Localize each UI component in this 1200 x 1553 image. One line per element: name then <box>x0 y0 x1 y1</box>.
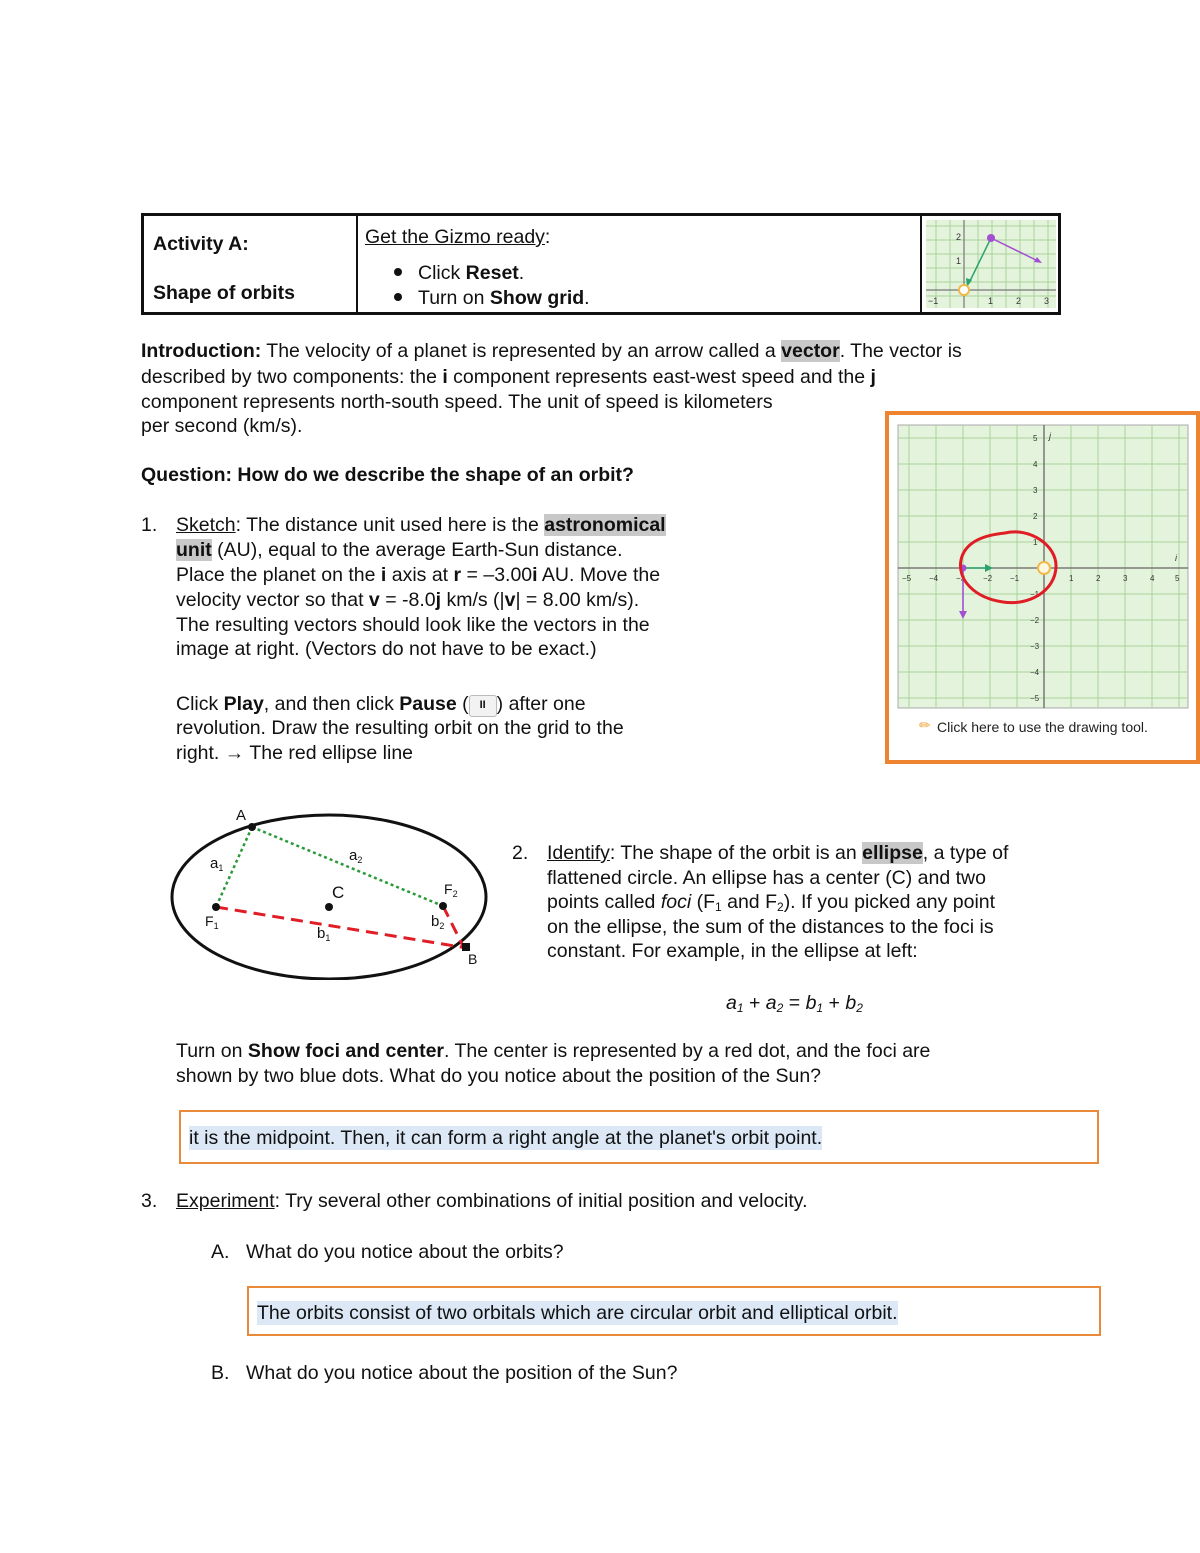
thumb-y-tick: 2 <box>956 232 962 242</box>
point-b <box>462 943 470 951</box>
grid-x-tick: 1 <box>1069 574 1074 583</box>
thumb-x-tick: 2 <box>1016 296 1022 306</box>
q3a-number: A. <box>211 1241 230 1263</box>
bullet-icon <box>394 293 402 301</box>
q1-line-1: Sketch: The distance unit used here is the astronomical <box>176 514 666 536</box>
q2-line-2: flattened circle. An ellipse has a center (C) and two <box>547 867 986 889</box>
gizmo-thumbnail <box>922 216 1060 312</box>
thumb-x-tick: 3 <box>1044 296 1050 306</box>
grid-y-tick: −1 <box>1030 590 1040 599</box>
intro-line-2: described by two components: the i component represents east-west speed and the j <box>141 366 876 388</box>
grid-y-tick: 5 <box>1033 434 1038 443</box>
grid-x-tick: 5 <box>1175 574 1180 583</box>
q2-line-1: Identify: The shape of the orbit is an ellipse, a type of <box>547 842 1009 864</box>
question-heading: Question: How do we describe the shape of an orbit? <box>141 464 634 486</box>
grid-x-tick: −4 <box>929 574 939 583</box>
activity-topic: Shape of orbits <box>153 282 295 304</box>
bullet-show-grid: Turn on Show grid. <box>394 286 590 310</box>
q1-line-2: unit (AU), equal to the average Earth-Sun distance. <box>176 539 623 561</box>
thumb-x-tick: −1 <box>928 296 939 306</box>
q3b-question: What do you notice about the position of the Sun? <box>246 1362 678 1384</box>
label-a: A <box>236 807 247 824</box>
drawing-tool-caption[interactable]: Click here to use the drawing tool. <box>937 719 1148 735</box>
foci-equation: $a_1 + a_2 = b_1 + b_2$ <box>726 992 863 1015</box>
q2-number: 2. <box>512 842 529 864</box>
activity-header-table <box>141 213 1061 315</box>
grid-y-tick: −5 <box>1030 694 1040 703</box>
q2-line-5: constant. For example, in the ellipse at left: <box>547 940 918 962</box>
label-a2: $a_2$ <box>349 847 363 865</box>
grid-y-tick: −3 <box>1030 642 1040 651</box>
grid-x-tick: 2 <box>1096 574 1101 583</box>
pencil-icon: ✏ <box>919 718 931 734</box>
grid-y-tick: 3 <box>1033 486 1038 495</box>
focus-f1 <box>212 903 220 911</box>
grid-y-tick: −4 <box>1030 668 1040 677</box>
q1-number: 1. <box>141 514 158 536</box>
thumb-x-tick: 1 <box>988 296 994 306</box>
q1-line-4: velocity vector so that v = -8.0j km/s (|v| = 8.00 km/s). <box>176 589 640 611</box>
point-a <box>248 823 256 831</box>
ellipse-diagram <box>160 800 500 980</box>
intro-line-3: component represents north-south speed. The unit of speed is kilometers <box>141 391 773 413</box>
grid-y-label: j <box>1049 431 1051 441</box>
foci-line-1: Turn on Show foci and center. The center is represented by a red dot, and the foci are <box>176 1040 931 1062</box>
label-b: B <box>468 951 478 967</box>
label-b2: $b_2$ <box>431 913 445 931</box>
q1-line-9: right. → The red ellipse line <box>176 742 414 764</box>
intro-line-4: per second (km/s). <box>141 415 303 437</box>
gizmo-ready-heading: Get the Gizmo ready: <box>365 226 551 248</box>
grid-x-tick: 4 <box>1150 574 1155 583</box>
q3b-number: B. <box>211 1362 230 1384</box>
label-b1: $b_1$ <box>317 925 331 943</box>
grid-x-tick: 3 <box>1123 574 1128 583</box>
activity-label: Activity A: <box>153 233 249 255</box>
q1-line-6: image at right. (Vectors do not have to be exact.) <box>176 638 597 660</box>
planet-dot <box>987 234 995 242</box>
label-a1: $a_1$ <box>210 855 224 873</box>
orbit-grid[interactable] <box>889 415 1196 760</box>
label-f2: $F_2$ <box>444 881 458 899</box>
foci-line-2: shown by two blue dots. What do you notice about the position of the Sun? <box>176 1065 822 1087</box>
grid-x-tick: −2 <box>983 574 993 583</box>
q2-line-3: points called foci ($F_1$ and $F_2$). If you picked any point <box>547 891 996 914</box>
q3-number: 3. <box>141 1190 158 1212</box>
sun-position-answer-box[interactable] <box>179 1110 1099 1164</box>
q1-line-3: Place the planet on the i axis at r = –3.00i AU. Move the <box>176 564 661 586</box>
grid-x-label: i <box>1175 553 1177 563</box>
q3a-question: What do you notice about the orbits? <box>246 1241 564 1263</box>
grid-y-tick: 2 <box>1033 512 1038 521</box>
q1-line-8: revolution. Draw the resulting orbit on the grid to the <box>176 717 624 739</box>
thumb-y-tick: 1 <box>956 256 962 266</box>
grid-y-tick: 4 <box>1033 460 1038 469</box>
grid-x-tick: −3 <box>956 574 966 583</box>
label-f1: $F_1$ <box>205 913 219 931</box>
grid-x-tick: −1 <box>1010 574 1020 583</box>
gizmo-thumbnail-cell <box>920 216 1060 312</box>
center-c <box>325 903 333 911</box>
q2-line-4: on the ellipse, the sum of the distances to the foci is <box>547 916 994 938</box>
orbits-answer: The orbits consist of two orbitals which are circular orbit and elliptical orbit. <box>257 1302 898 1324</box>
activity-title-cell <box>144 216 358 312</box>
q1-play-line: Click Play, and then click Pause ( II ) after one <box>176 693 586 715</box>
grid-y-tick: −2 <box>1030 616 1040 625</box>
grid-y-tick: 1 <box>1033 538 1038 547</box>
orbits-answer-box[interactable] <box>247 1286 1101 1336</box>
grid-x-tick: −5 <box>902 574 912 583</box>
pause-icon: II <box>469 695 497 717</box>
focus-f2 <box>439 902 447 910</box>
sun-dot <box>959 285 969 295</box>
sun-position-answer: it is the midpoint. Then, it can form a right angle at the planet's orbit point. <box>189 1127 823 1149</box>
sun-dot <box>1038 562 1050 574</box>
q3-line-1: Experiment: Try several other combinations of initial position and velocity. <box>176 1190 808 1212</box>
bullet-icon <box>394 268 402 276</box>
q1-line-5: The resulting vectors should look like the vectors in the <box>176 614 650 636</box>
intro-line-1: Introduction: The velocity of a planet is represented by an arrow called a vector. The vector is <box>141 340 962 362</box>
drawing-panel[interactable] <box>885 411 1200 764</box>
bullet-reset: Click Reset. <box>394 261 524 285</box>
label-c: C <box>332 883 345 902</box>
